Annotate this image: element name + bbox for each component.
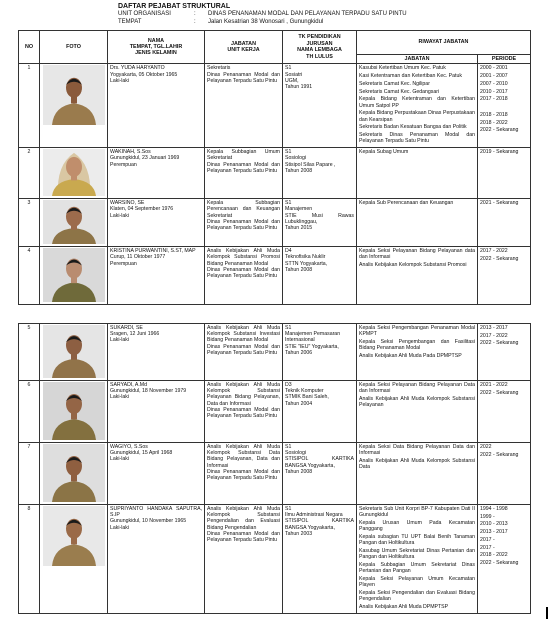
- period-cell: [478, 148, 531, 199]
- period-item: 2017 - 2022: [480, 248, 508, 255]
- person-photo: [41, 200, 106, 244]
- period-item: 2018 - 2022: [480, 119, 508, 126]
- col-foto-header: FOTO: [40, 31, 108, 64]
- education-cell: S1 Manajemen Pemasaran Internasional STIE "IEU" Yogyakarta, Tahun 2006: [283, 324, 357, 381]
- name-cell: [108, 443, 205, 505]
- birth-place-date: Curup, 11 Oktober 1977: [110, 254, 166, 261]
- history-item: Sekretaris Camat Kec. Gedangsari: [359, 88, 440, 95]
- period-cell: [478, 443, 531, 505]
- period-item: 1999 -: [480, 513, 495, 520]
- history-item: Kepala Seksi Pelayanan Bidang Pelayanan Data dan Informasi: [359, 382, 475, 395]
- photo-cell: [40, 199, 108, 247]
- education-cell: D3 Teknik Komputer STMIK Bani Saleh, Tahun 2004: [283, 381, 357, 443]
- colon: :: [194, 11, 196, 18]
- photo-cell: [40, 505, 108, 614]
- history-item: Analis Kebijakan Ahli Muda DPMPTSP: [359, 603, 449, 610]
- person-photo: [41, 65, 106, 125]
- unit-label: UNIT ORGANISASI: [118, 11, 171, 18]
- table-row: [19, 64, 531, 148]
- table-row: [19, 199, 531, 247]
- table-row: [19, 443, 531, 505]
- period-item: 2013 - 2017: [480, 529, 508, 536]
- birth-place-date: Gunungkidul, 18 November 1979: [110, 388, 187, 395]
- colon: :: [194, 18, 196, 25]
- position-cell: Kepala Subbagian Perencanaan dan Keuangan Sekretariat Dinas Penanaman Modal dan Pelayanan Terpadu Satu Pintu: [205, 199, 283, 247]
- education-cell: S1 Sosiologi STISIPOL KARTIKA BANGSA Yogyakarta, Tahun 2008: [283, 443, 357, 505]
- period-item: 2001 - 2007: [480, 73, 508, 80]
- history-item: Kepala Urusan Umum Pada Kecamatan Panggang: [359, 519, 475, 533]
- history-item: Analis Kebijakan Ahli Muda Kelompok Substansi Data: [359, 457, 475, 471]
- period-item: 2013 - 2017: [480, 325, 508, 331]
- table-row: [19, 324, 531, 381]
- col-riwayat-periode-header: PERIODE: [478, 55, 531, 64]
- col-riwayat-jabatan-header: JABATAN: [357, 55, 478, 64]
- gender: Laki-laki: [110, 456, 130, 463]
- period-cell: [478, 247, 531, 305]
- history-cell: [357, 381, 478, 443]
- position-cell: Sekretaris Dinas Penanaman Modal dan Pelayanan Terpadu Satu Pintu: [205, 64, 283, 148]
- education-cell: S1 Manajemen STIE Musi Rawas Lubuklinggau, Tahun 2015: [283, 199, 357, 247]
- period-item: [480, 104, 528, 110]
- photo-cell: [40, 443, 108, 505]
- gender: Perempuan: [110, 260, 137, 267]
- position-cell: Analis Kebijakan Ahli Muda Kelompok Substansi Investasi Bidang Penanaman Modal Dinas Penanaman Modal dan Pelayanan Terpadu Satu Pintu: [205, 324, 283, 381]
- history-item: Kasi Ketentraman dan Ketertiban Kec. Patuk: [359, 73, 462, 80]
- person-name: Drs. YUDA HARYANTO: [110, 65, 165, 72]
- person-name: KRISTINA PURWANTINI, S.ST, MAP: [110, 248, 196, 255]
- person-name: SUPRIYANTO HANDAKA SAPUTRA, S.IP: [110, 506, 202, 519]
- period-item: 2017 -: [480, 544, 495, 551]
- period-cell: [478, 324, 531, 381]
- row-number: 8: [19, 505, 40, 614]
- period-cell: [478, 381, 531, 443]
- position-cell: Analis Kebijakan Ahli Muda Kelompok Substansi Pelayanan Bidang Pelayanan, Data dan Informasi Dinas Penanaman Modal dan Pelayanan Terpadu Satu Pintu: [205, 381, 283, 443]
- history-item: Sekretaris Sub Unit Korpri BP-7 Kabupaten Dati II Gunungkidul: [359, 506, 475, 519]
- person-photo: [41, 248, 106, 302]
- birth-place-date: Gunungkidul, 10 November 1965: [110, 518, 187, 525]
- history-item: Kepala Bidang Perpustakaan Dinas Perpustakaan dan Kearsipan: [359, 110, 475, 123]
- person-name: SARYADI, A.Md: [110, 382, 147, 388]
- name-cell: [108, 381, 205, 443]
- gender: Laki-laki: [110, 337, 130, 344]
- history-item: Kepala Seksi Pengembangan dan Fasilitasi Bidang Penanaman Modal: [359, 338, 475, 352]
- name-cell: [108, 505, 205, 614]
- unit-row: [118, 11, 407, 19]
- table-row: [19, 505, 531, 614]
- table-row: [19, 247, 531, 305]
- place-row: [118, 19, 407, 27]
- education-cell: S1 Ilmu Administrasi Negara STISIPOL KARTIKA BANGSA Yogyakarta, Tahun 2003: [283, 505, 357, 614]
- history-item: Kepala Seksi Pelayanan Bidang Pelayanan data dan Informasi: [359, 248, 475, 261]
- name-cell: [108, 64, 205, 148]
- history-item: Kepala Sub Perencanaan dan Keuangan: [359, 200, 454, 207]
- table-row: [19, 381, 531, 443]
- row-number: 4: [19, 247, 40, 305]
- person-photo: [41, 325, 106, 378]
- gender: Laki-laki: [110, 212, 130, 219]
- col-riwayat-header: RIWAYAT JABATAN: [357, 31, 531, 55]
- row-number: 7: [19, 443, 40, 505]
- education-cell: S1 Sosiatri UGM, Tahun 1991: [283, 64, 357, 148]
- period-item: 2022 - Sekarang: [480, 560, 519, 567]
- history-cell: [357, 148, 478, 199]
- photo-cell: [40, 324, 108, 381]
- gender: Laki-laki: [110, 524, 130, 531]
- history-item: Kepala Bidang Ketentraman dan Ketertiban Umum Satpol PP: [359, 96, 475, 109]
- history-item: Kepala Subag Umum: [359, 149, 409, 156]
- period-item: 2022: [480, 444, 492, 450]
- col-jabatan-header: JABATAN UNIT KERJA: [205, 31, 283, 64]
- education-cell: S1 Sosiologi Stisipol Silas Papare , Tahun 2008: [283, 148, 357, 199]
- period-item: 2017 - 2022: [480, 332, 508, 339]
- period-item: 2018 - 2018: [480, 111, 508, 118]
- position-cell: Kepala Subbagian Umum Sekretariat Dinas Penanaman Modal dan Pelayanan Terpadu Satu Pintu: [205, 148, 283, 199]
- birth-place-date: Yogyakarta, 05 Oktober 1965: [110, 71, 178, 78]
- period-item: 2021 - Sekarang: [480, 200, 519, 207]
- row-number: 2: [19, 148, 40, 199]
- person-photo: [41, 149, 106, 196]
- row-number: 1: [19, 64, 40, 148]
- person-photo: [41, 506, 106, 566]
- row-number: 5: [19, 324, 40, 381]
- history-item: Analis Kebijakan Kelompok Substansi Promosi: [359, 262, 467, 269]
- name-cell: [108, 199, 205, 247]
- officials-table-page-2: [18, 323, 531, 614]
- birth-place-date: Klaten, 04 September 1976: [110, 206, 174, 213]
- period-cell: [478, 199, 531, 247]
- person-name: WAKINAH, S.Sos: [110, 149, 151, 156]
- unit-value: DINAS PENANAMAN MODAL DAN PELAYANAN TERPADU SATU PINTU: [208, 11, 407, 18]
- photo-cell: [40, 381, 108, 443]
- photo-cell: [40, 247, 108, 305]
- period-item: 2021 - 2022: [480, 382, 508, 388]
- row-number: 3: [19, 199, 40, 247]
- period-item: 2010 - 2013: [480, 521, 508, 528]
- place-label: TEMPAT: [118, 18, 142, 25]
- period-item: 2022 - Sekarang: [480, 127, 519, 134]
- table-row: [19, 148, 531, 199]
- history-cell: [357, 199, 478, 247]
- history-cell: [357, 64, 478, 148]
- person-name: WARSINO, SE: [110, 200, 145, 207]
- period-item: 2022 - Sekarang: [480, 340, 519, 347]
- name-cell: [108, 247, 205, 305]
- history-item: Kasubag Umum Sekretariat Dinas Pertanian dan Pangan dan Holtikultura: [359, 547, 475, 561]
- col-nama-header: NAMA TEMPAT, TGL.LAHIR JENIS KELAMIN: [108, 31, 205, 64]
- history-item: Analis Kebijakan Ahli Muda Pada DPMPTSP: [359, 352, 462, 359]
- education-cell: D4 Teknofisika Nuklir STTN Yogyakarta, Tahun 2008: [283, 247, 357, 305]
- person-name: WAGIYO, S.Sos: [110, 444, 148, 450]
- history-item: Sekretaris Dinas Penanaman Modal dan Pelayanan Terpadu Satu Pintu: [359, 132, 475, 145]
- photo-cell: [40, 148, 108, 199]
- position-cell: Analis Kebijakan Ahli Muda Kelompok Substansi Pengendalian dan Evaluasi Bidang Pengendalian Dinas Penanaman Modal dan Pelayanan Terpadu Satu Pintu: [205, 505, 283, 614]
- history-cell: [357, 443, 478, 505]
- history-item: Kepala Subbagian Umum Sekretariat Dinas Pertanian dan Pangan: [359, 561, 475, 575]
- history-cell: [357, 324, 478, 381]
- history-item: Sekretaris Badan Kesatuan Bangsa dan Politik: [359, 124, 467, 131]
- text-cursor: [546, 607, 548, 619]
- period-item: 2007 - 2010: [480, 80, 508, 87]
- history-item: Sekretaris Camat Kec. Ngilipar: [359, 80, 430, 87]
- period-item: 2018 - 2022: [480, 552, 508, 559]
- period-cell: [478, 64, 531, 148]
- period-item: 2010 - 2017: [480, 88, 508, 95]
- period-item: 1994 - 1998: [480, 506, 508, 512]
- history-item: Kasubsi Ketertiban Umum Kec. Patuk: [359, 65, 446, 72]
- period-item: 2017 -: [480, 536, 495, 543]
- photo-cell: [40, 64, 108, 148]
- row-number: 6: [19, 381, 40, 443]
- place-value: Jalan Kesatrian 38 Wonosari , Gunungkidul: [208, 18, 324, 25]
- position-cell: Analis Kebijakan Ahli Muda Kelompok Substansi Data Bidang Pelayanan, Data dan Informasi Dinas Penanaman Modal dan Pelayanan Terpadu Satu Pintu: [205, 443, 283, 505]
- document-header: [118, 3, 407, 26]
- birth-place-date: Gunungkidul, 23 Januari 1969: [110, 155, 180, 162]
- name-cell: [108, 148, 205, 199]
- history-item: Kepala Seksi Data Bidang Pelayanan Data dan Informasi: [359, 444, 475, 457]
- gender: Laki-laki: [110, 77, 130, 84]
- name-cell: [108, 324, 205, 381]
- period-item: 2022 - Sekarang: [480, 451, 519, 458]
- history-item: Analis Kebijakan Ahli Muda Kelompok Substansi Pelayanan: [359, 395, 475, 409]
- period-item: 2017 - 2018: [480, 96, 508, 103]
- person-photo: [41, 444, 106, 502]
- position-cell: Analis Kebijakan Ahli Muda Kelompok Substansi Promosi Bidang Penanaman Modal Dinas Penanaman Modal dan Pelayanan Terpadu Satu Pintu: [205, 247, 283, 305]
- period-cell: [478, 505, 531, 614]
- col-no-header: NO: [19, 31, 40, 64]
- period-item: 2000 - 2001: [480, 65, 508, 72]
- history-item: Kepala Seksi Pengendalian dan Evaluasi Bidang Pengendalian: [359, 589, 475, 603]
- period-item: 2022 - Sekarang: [480, 389, 519, 396]
- birth-place-date: Sragen, 12 Juni 1966: [110, 331, 160, 338]
- history-cell: [357, 247, 478, 305]
- period-item: 2019 - Sekarang: [480, 149, 519, 156]
- col-pendidikan-header: TK PENDIDIKAN JURUSAN NAMA LEMBAGA TH LULUS: [283, 31, 357, 64]
- officials-table-page-1: [18, 30, 531, 305]
- history-item: Kepala subagian TU UPT Balai Benih Tanaman Pangan dan Holtikultura: [359, 533, 475, 547]
- person-name: SUKARDI, SE: [110, 325, 143, 331]
- document-title: DAFTAR PEJABAT STRUKTURAL: [118, 3, 231, 10]
- birth-place-date: Gunungkidul, 15 April 1968: [110, 450, 173, 457]
- gender: Laki-laki: [110, 394, 130, 401]
- period-item: 2022 - Sekarang: [480, 255, 519, 262]
- history-item: Kepala Seksi Pengembangan Penanaman Modal KPMPT: [359, 325, 475, 338]
- person-photo: [41, 382, 106, 440]
- history-cell: [357, 505, 478, 614]
- gender: Perempuan: [110, 161, 137, 168]
- history-item: Kepala Seksi Pelayanan Umum Kecamatan Playen: [359, 575, 475, 589]
